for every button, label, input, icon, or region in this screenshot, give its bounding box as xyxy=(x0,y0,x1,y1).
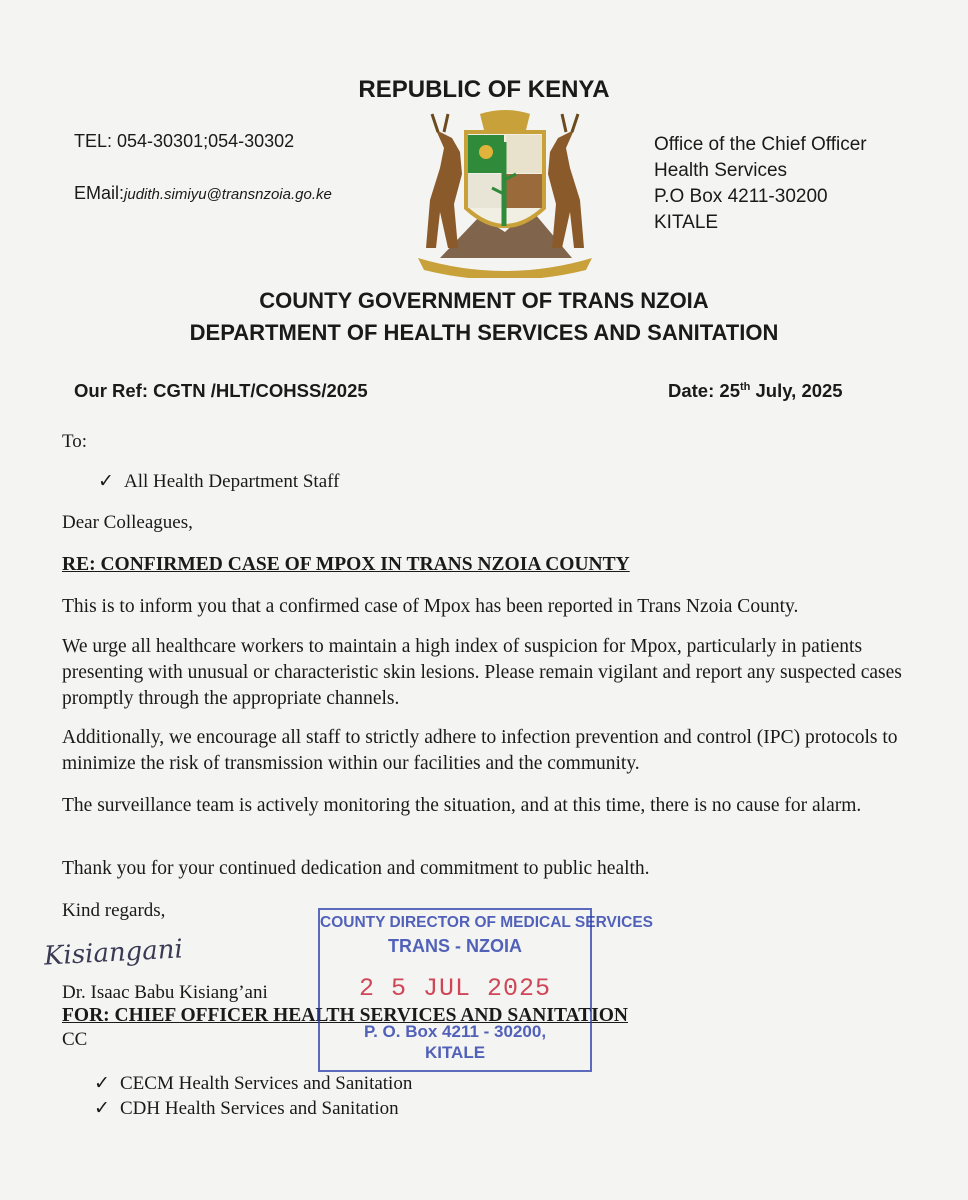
stamp-po-box: P. O. Box 4211 - 30200, xyxy=(363,1022,547,1041)
telephone: TEL: 054-30301;054-30302 xyxy=(74,131,295,151)
office-address xyxy=(654,132,867,236)
coat-of-arms-emblem xyxy=(400,108,610,278)
office-line: Office of the Chief Officer xyxy=(654,134,867,155)
recipient-item xyxy=(98,470,339,494)
signatory-name: Dr. Isaac Babu Kisiang’ani xyxy=(62,982,268,1003)
paragraph-3: Additionally, we encourage all staff to strictly adhere to infection prevention and control (IPC) protocols to minimize the risk of transmission within our facilities and the community. xyxy=(62,727,898,774)
county-heading: COUNTY GOVERNMENT OF TRANS NZOIA xyxy=(259,288,709,313)
check-icon: ✓ xyxy=(98,471,114,492)
handwritten-signature: Kisiangani xyxy=(43,934,184,972)
office-line: P.O Box 4211-30200 xyxy=(654,186,828,207)
closing: Kind regards, xyxy=(62,900,166,921)
office-line: Health Services xyxy=(654,160,788,181)
stamp-title: COUNTY DIRECTOR OF MEDICAL SERVICES xyxy=(320,914,654,931)
check-icon: ✓ xyxy=(94,1073,110,1094)
email-label: EMail: xyxy=(74,183,125,203)
cc-item-text: CECM Health Services and Sanitation xyxy=(120,1073,413,1094)
check-icon: ✓ xyxy=(94,1098,110,1119)
date-prefix: Date: 25 xyxy=(668,380,740,401)
cc-item xyxy=(94,1097,399,1121)
subject-line: RE: CONFIRMED CASE OF MPOX IN TRANS NZOIA COUNTY xyxy=(62,554,630,575)
salutation: Dear Colleagues, xyxy=(62,512,193,533)
paragraph-5: Thank you for your continued dedication and commitment to public health. xyxy=(62,858,650,879)
paragraph-4: The surveillance team is actively monitoring the situation, and at this time, there is no cause for alarm. xyxy=(62,795,862,816)
cc-label: CC xyxy=(62,1029,88,1050)
office-line: KITALE xyxy=(654,212,719,233)
recipient-text: All Health Department Staff xyxy=(124,471,340,492)
for-line: FOR: CHIEF OFFICER HEALTH SERVICES AND SANITATION xyxy=(62,1005,628,1026)
department-heading: DEPARTMENT OF HEALTH SERVICES AND SANITATION xyxy=(189,320,779,345)
cc-item xyxy=(94,1072,412,1096)
republic-heading: REPUBLIC OF KENYA xyxy=(358,76,610,103)
reference-number: Our Ref: CGTN /HLT/COHSS/2025 xyxy=(74,380,368,401)
email-address: judith.simiyu@transnzoia.go.ke xyxy=(124,186,332,203)
stamp-town: KITALE xyxy=(424,1043,486,1062)
date-ordinal: th xyxy=(739,380,751,393)
paragraph-1: This is to inform you that a confirmed case of Mpox has been reported in Trans Nzoia County. xyxy=(62,596,799,617)
stamp-county: TRANS - NZOIA xyxy=(388,936,522,956)
paragraph-2: We urge all healthcare workers to maintain a high index of suspicion for Mpox, particularly in patients presenting with unusual or characteristic skin lesions. Please remain vigilant and report any suspected cases promptly through the appropriate channels. xyxy=(62,636,902,709)
letter-date xyxy=(668,380,843,402)
to-label: To: xyxy=(62,431,88,452)
cc-item-text: CDH Health Services and Sanitation xyxy=(120,1098,399,1119)
stamp-date: 2 5 JUL 2025 xyxy=(358,974,552,1003)
email xyxy=(74,183,332,204)
date-suffix: July, 2025 xyxy=(750,380,843,401)
